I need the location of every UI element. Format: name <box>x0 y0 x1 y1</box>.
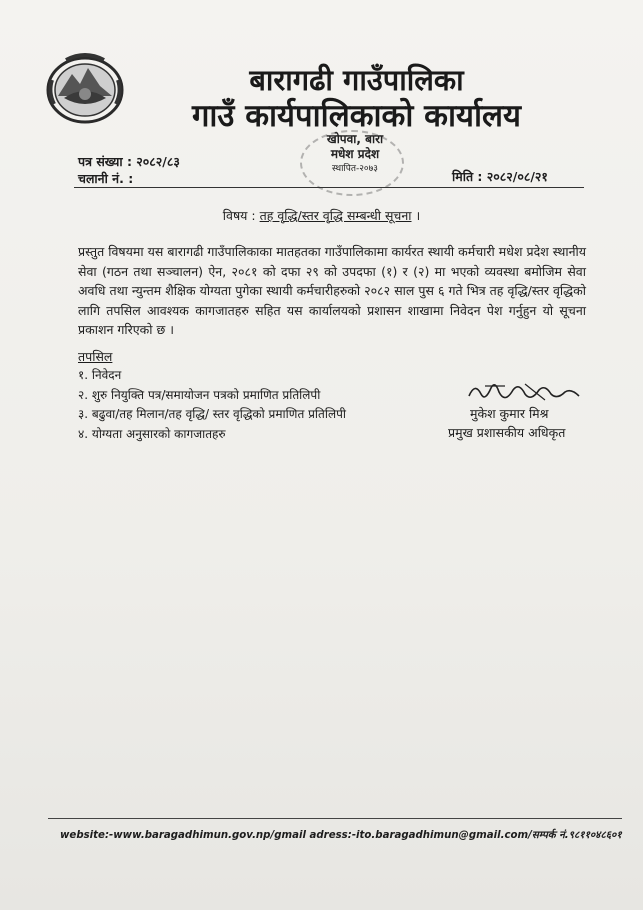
list-item: १. निवेदन <box>78 368 122 382</box>
address-line: मधेश प्रदेश <box>330 147 380 161</box>
subject-prefix: विषय : <box>222 208 260 223</box>
signatory-name: मुकेश कुमार मिश्र <box>470 406 549 421</box>
letter-date: मिति : २०८२/०८/२१ <box>452 169 548 184</box>
municipality-name: बारागढी गाउँपालिका <box>249 63 464 97</box>
list-item: २. शुरु नियुक्ति पत्र/समायोजन पत्रको प्रमाणित प्रतिलिपी <box>78 387 321 402</box>
footer-divider <box>48 818 622 819</box>
dispatch-number: चलानी नं. : <box>78 171 134 186</box>
subject-suffix: । <box>411 208 421 223</box>
address-line: स्थापित-२०७३ <box>332 164 378 174</box>
footer-contact: website:-www.baragadhimun.gov.np/gmail adress:-ito.baragadhimun@gmail.com/सम्पर्क नं.९८११०४८६०१ <box>60 830 622 841</box>
subject-text: तह वृद्धि/स्तर वृद्धि सम्बन्धी सूचना <box>259 208 412 223</box>
attachments-list <box>78 366 346 444</box>
letter-number: पत्र संख्या : २०८२/८३ <box>78 154 180 169</box>
attachments-heading: तपसिल <box>78 349 113 364</box>
handwritten-signature-icon <box>465 378 585 408</box>
signatory-post: प्रमुख प्रशासकीय अधिकृत <box>448 425 566 440</box>
address-line: खोपवा, बारा <box>326 132 384 146</box>
notice-paragraph: प्रस्तुत विषयमा यस बारागढी गाउँपालिकाका मातहतका गाउँपालिकामा कार्यरत स्थायी कर्मचारी मधेश प्रदेश स्थानीय सेवा (गठन तथा सञ्चालन) ऐन, २०८१ को दफा २९ को उपदफा (१) र (२) मा भएको व्यवस्था बमोजिम सेवा अवधि तथा न्युन्तम शैक्षिक योग्यता पुगेका स्थायी कर्मचारीहरुको २०८२ साल पुस ६ गते भित्र तह वृद्धि/स्तर वृद्धिको लागि तपसिल आवश्यक कागजातहरु सहित यस कार्यालयको प्रशासन शाखामा निवेदन पेश गर्नुहुन यो सूचना प्रकाशन गरिएको छ । <box>78 244 586 337</box>
office-address <box>300 132 410 177</box>
office-name: गाउँ कार्यपालिकाको कार्यालय <box>191 98 522 134</box>
list-item: ३. बढुवा/तह मिलान/तह वृद्धि/ स्तर वृद्धिको प्रमाणित प्रतिलिपी <box>78 407 347 421</box>
header-divider <box>74 187 584 188</box>
list-item: ४. योग्यता अनुसारको कागजातहरु <box>78 426 226 441</box>
subject-line <box>0 207 643 224</box>
